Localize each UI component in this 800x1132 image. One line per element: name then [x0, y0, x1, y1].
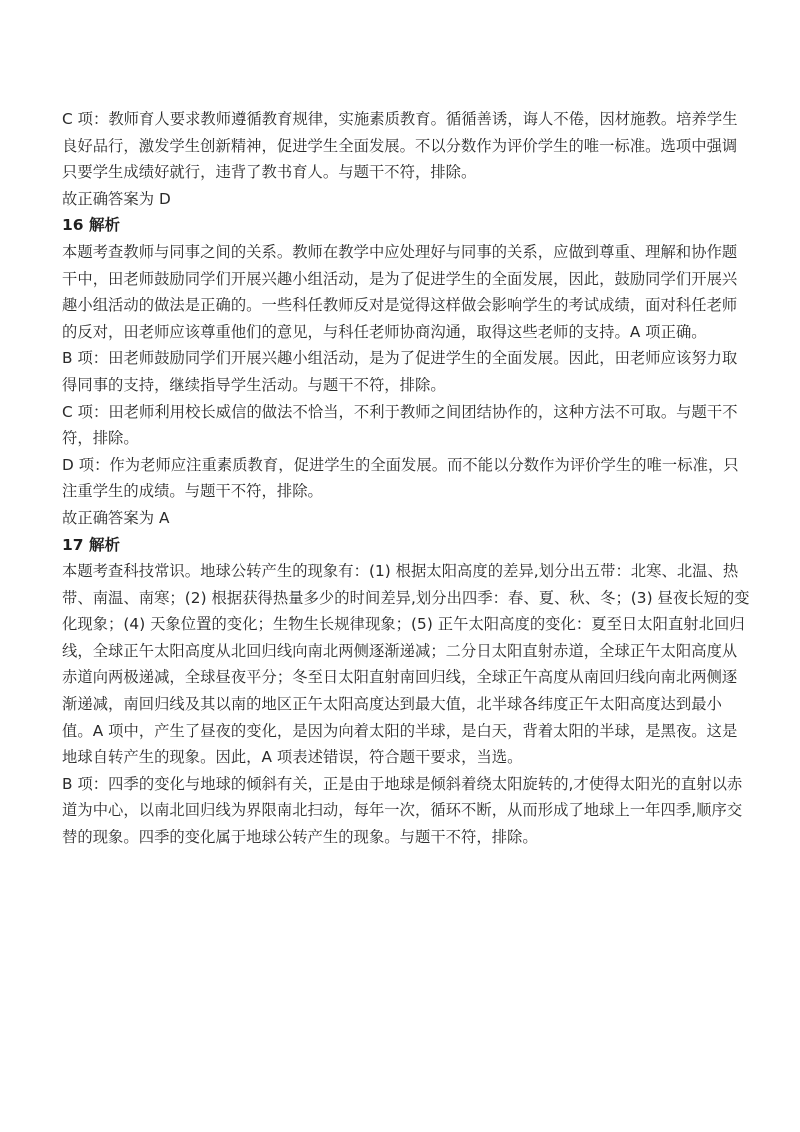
answer-line-16: 故正确答案为 A — [62, 508, 170, 527]
section-heading-17: 17 解析 — [62, 535, 120, 554]
paragraph-17-option-b: B 项：四季的变化与地球的倾斜有关，正是由于地球是倾斜着绕太阳旋转的,才使得太阳光的直射以赤道为中心，以南北回归线为界限南北扫动，每年一次，循环不断，从而形成了地球上一年四季,顺序交替的现象。四季的变化属于地球公转产生的现象。与题干不符，排除。 — [62, 774, 743, 847]
paragraph-option-c: C 项：教师育人要求教师遵循教育规律，实施素质教育。循循善诱，诲人不倦，因材施教。培养学生良好品行，激发学生创新精神，促进学生全面发展。不以分数作为评价学生的唯一标准。选项中强调只要学生成绩好就行，违背了教书育人。与题干不符，排除。 — [62, 110, 738, 182]
paragraph-16-main: 本题考查教师与同事之间的关系。教师在教学中应处理好与同事的关系，应做到尊重、理解和协作题干中，田老师鼓励同学们开展兴趣小组活动，是为了促进学生的全面发展，因此，鼓励同学们开展兴趣小组活动的做法是正确的。一些科任教师反对是觉得这样做会影响学生的考试成绩，面对科任老师的反对，田老师应该尊重他们的意见，与科任老师协商沟通，取得这些老师的支持。A 项正确。 — [62, 242, 738, 341]
paragraph-17-main: 本题考查科技常识。地球公转产生的现象有：(1) 根据太阳高度的差异,划分出五带：北寒、北温、热带、南温、南寒；(2) 根据获得热量多少的时间差异,划分出四季：春、夏、秋、冬；(3) 昼夜长短的变化现象；(4) 天象位置的变化；生物生长规律现象；(5) 正午太阳高度的变化：夏至日太阳直射北回归线，全球正午太阳高度从北回归线向南北两侧逐渐递减；二分日太阳直射赤道，全球正午太阳高度从赤道向两极递减，全球昼夜平分；冬至日太阳直射南回归线，全球正午高度从南回归线向南北两侧逐渐递减，南回归线及其以南的地区正午太阳高度达到最大值，北半球各纬度正午太阳高度达到最小值。A 项中，产生了昼夜的变化，是因为向着太阳的半球，是白天，背着太阳的半球，是黑夜。这是地球自转产生的现象。因此，A 项表述错误，符合题干要求，当选。 — [62, 562, 750, 767]
paragraph-16-option-b: B 项：田老师鼓励同学们开展兴趣小组活动，是为了促进学生的全面发展。因此，田老师应该努力取得同事的支持，继续指导学生活动。与题干不符，排除。 — [62, 349, 738, 394]
section-heading-16: 16 解析 — [62, 216, 120, 235]
document-page — [62, 106, 752, 851]
paragraph-16-option-d: D 项：作为老师应注重素质教育，促进学生的全面发展。而不能以分数作为评价学生的唯一标准，只注重学生的成绩。与题干不符，排除。 — [62, 455, 739, 501]
paragraph-16-option-c: C 项：田老师利用校长威信的做法不恰当，不利于教师之间团结协作的，这种方法不可取。与题干不符，排除。 — [62, 402, 738, 448]
answer-line: 故正确答案为 D — [62, 189, 171, 208]
